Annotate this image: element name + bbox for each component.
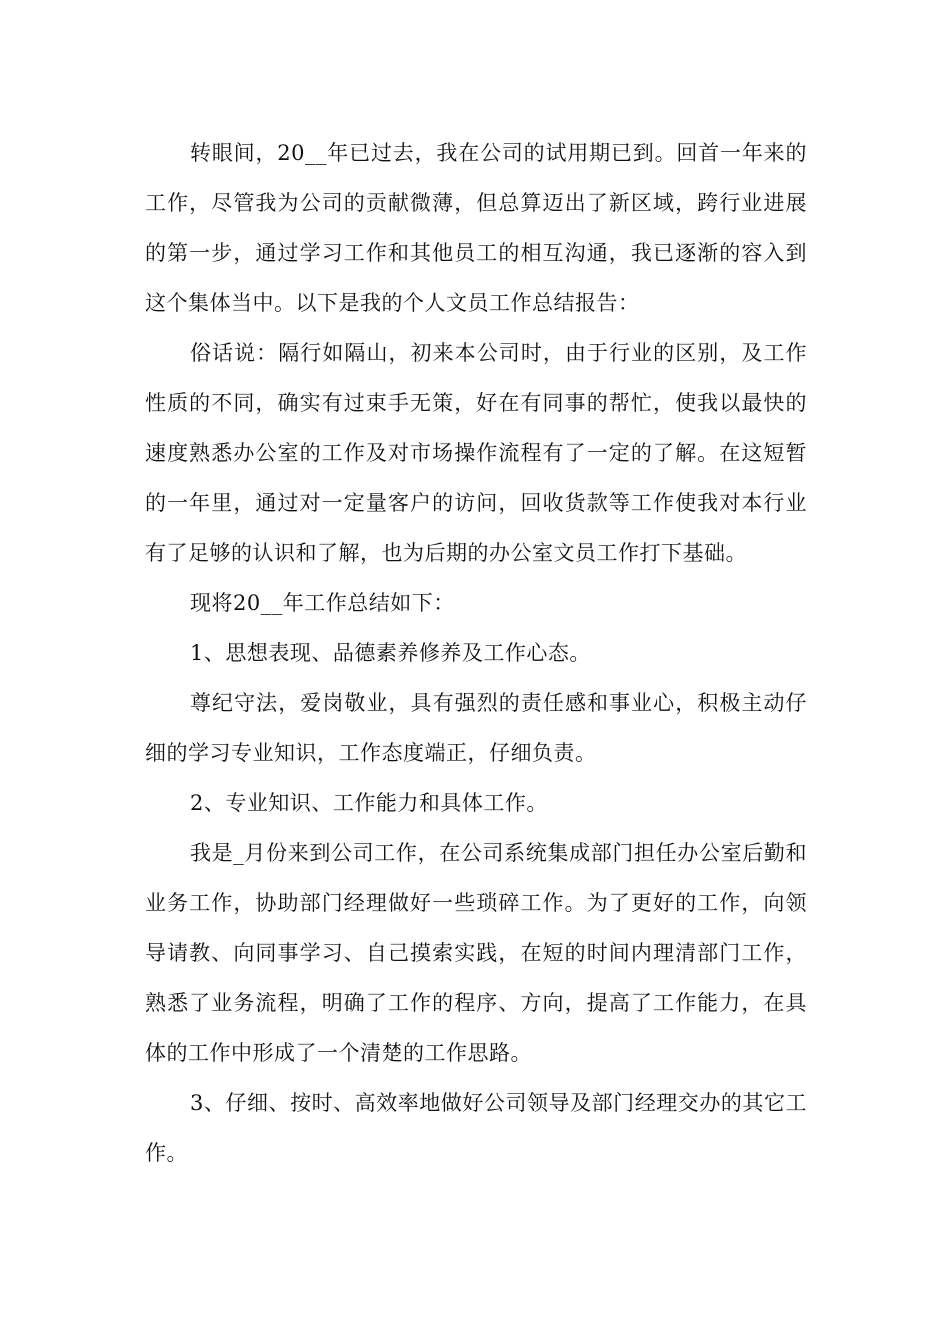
paragraph-section-2: 我是_月份来到公司工作，在公司系统集成部门担任办公室后勤和业务工作，协助部门经理做好一些琐碎工作。为了更好的工作，向领导请教、向同事学习、自己摸索实践，在短的时间内理清部门工作，熟悉了业务流程，明确了工作的程序、方向，提高了工作能力，在具体的工作中形成了一个清楚的工作思路。	[145, 841, 807, 1065]
paragraph-section-1: 尊纪守法，爱岗敬业，具有强烈的责任感和事业心，积极主动仔细的学习专业知识，工作态度端正，仔细负责。	[145, 691, 807, 765]
section-heading-2: 2、专业知识、工作能力和具体工作。	[190, 791, 548, 815]
section-heading-1: 1、思想表现、品德素养修养及工作心态。	[190, 641, 591, 665]
paragraph-summary-lead: 现将20__年工作总结如下：	[190, 591, 455, 615]
paragraph-intro: 转眼间，20__年已过去，我在公司的试用期已到。回首一年来的工作，尽管我为公司的贡献微薄，但总算迈出了新区域，跨行业进展的第一步，通过学习工作和其他员工的相互沟通，我已逐渐的容入到这个集体当中。以下是我的个人文员工作总结报告：	[145, 141, 807, 315]
section-heading-3: 3、仔细、按时、高效率地做好公司领导及部门经理交办的其它工作。	[145, 1091, 807, 1165]
paragraph-experience: 俗话说：隔行如隔山，初来本公司时，由于行业的区别，及工作性质的不同，确实有过束手无策，好在有同事的帮忙，使我以最快的速度熟悉办公室的工作及对市场操作流程有了一定的了解。在这短暂的一年里，通过对一定量客户的访问，回收货款等工作使我对本行业有了足够的认识和了解，也为后期的办公室文员工作打下基础。	[145, 341, 807, 565]
document-body	[145, 128, 807, 1178]
